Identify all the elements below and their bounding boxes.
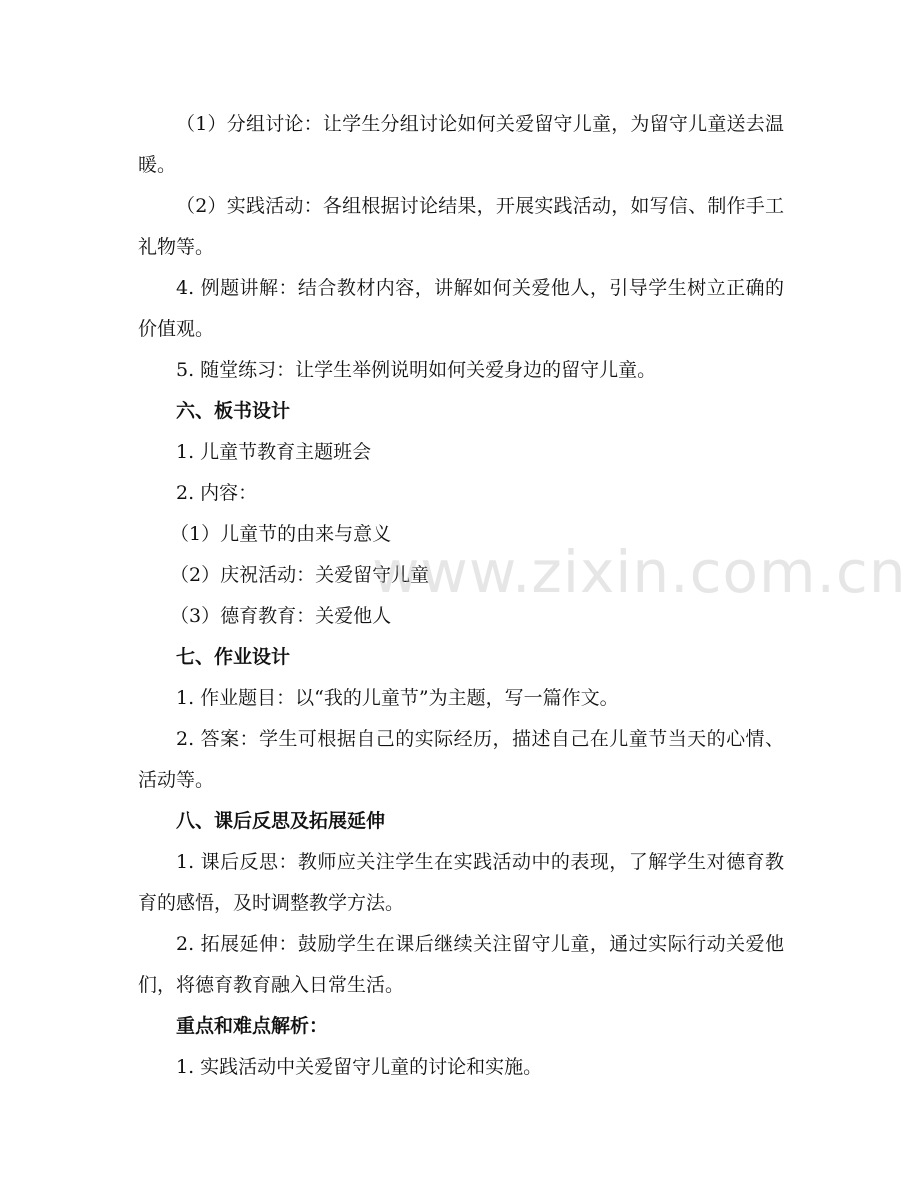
paragraph-group-discussion: （1）分组讨论：让学生分组讨论如何关爱留守儿童，为留守儿童送去温暖。 — [138, 113, 784, 176]
reflection-paragraph: 1. 课后反思：教师应关注学生在实践活动中的表现，了解学生对德育教育的感悟，及时调整教学方法。 — [138, 851, 784, 914]
board-item-content: 2. 内容： — [176, 482, 258, 504]
section-heading-homework: 七、作业设计 — [176, 646, 291, 668]
section-heading-key-points: 重点和难点解析： — [176, 1015, 329, 1037]
board-item-theme: 1. 儿童节教育主题班会 — [176, 441, 372, 463]
homework-answer: 2. 答案：学生可根据自己的实际经历，描述自己在儿童节当天的心情、活动等。 — [138, 728, 784, 791]
paragraph-practice-activity: （2）实践活动：各组根据讨论结果，开展实践活动，如写信、制作手工礼物等。 — [138, 195, 784, 258]
section-heading-reflection: 八、课后反思及拓展延伸 — [176, 810, 386, 832]
watermark: www.zixin.com.cn — [372, 538, 907, 606]
board-subitem-moral-education: （3）德育教育：关爱他人 — [170, 605, 392, 627]
homework-topic: 1. 作业题目：以“我的儿童节”为主题，写一篇作文。 — [176, 687, 619, 709]
extension-paragraph: 2. 拓展延伸：鼓励学生在课后继续关注留守儿童，通过实际行动关爱他们，将德育教育融入日常生活。 — [138, 933, 784, 996]
section-heading-board-design: 六、板书设计 — [176, 400, 291, 422]
board-subitem-origin: （1）儿童节的由来与意义 — [170, 523, 392, 545]
key-point-item: 1. 实践活动中关爱留守儿童的讨论和实施。 — [176, 1056, 543, 1078]
board-subitem-celebration: （2）庆祝活动：关爱留守儿童 — [170, 564, 430, 586]
paragraph-classroom-exercise: 5. 随堂练习：让学生举例说明如何关爱身边的留守儿童。 — [176, 359, 657, 381]
paragraph-example-explanation: 4. 例题讲解：结合教材内容，讲解如何关爱他人，引导学生树立正确的价值观。 — [138, 277, 784, 340]
